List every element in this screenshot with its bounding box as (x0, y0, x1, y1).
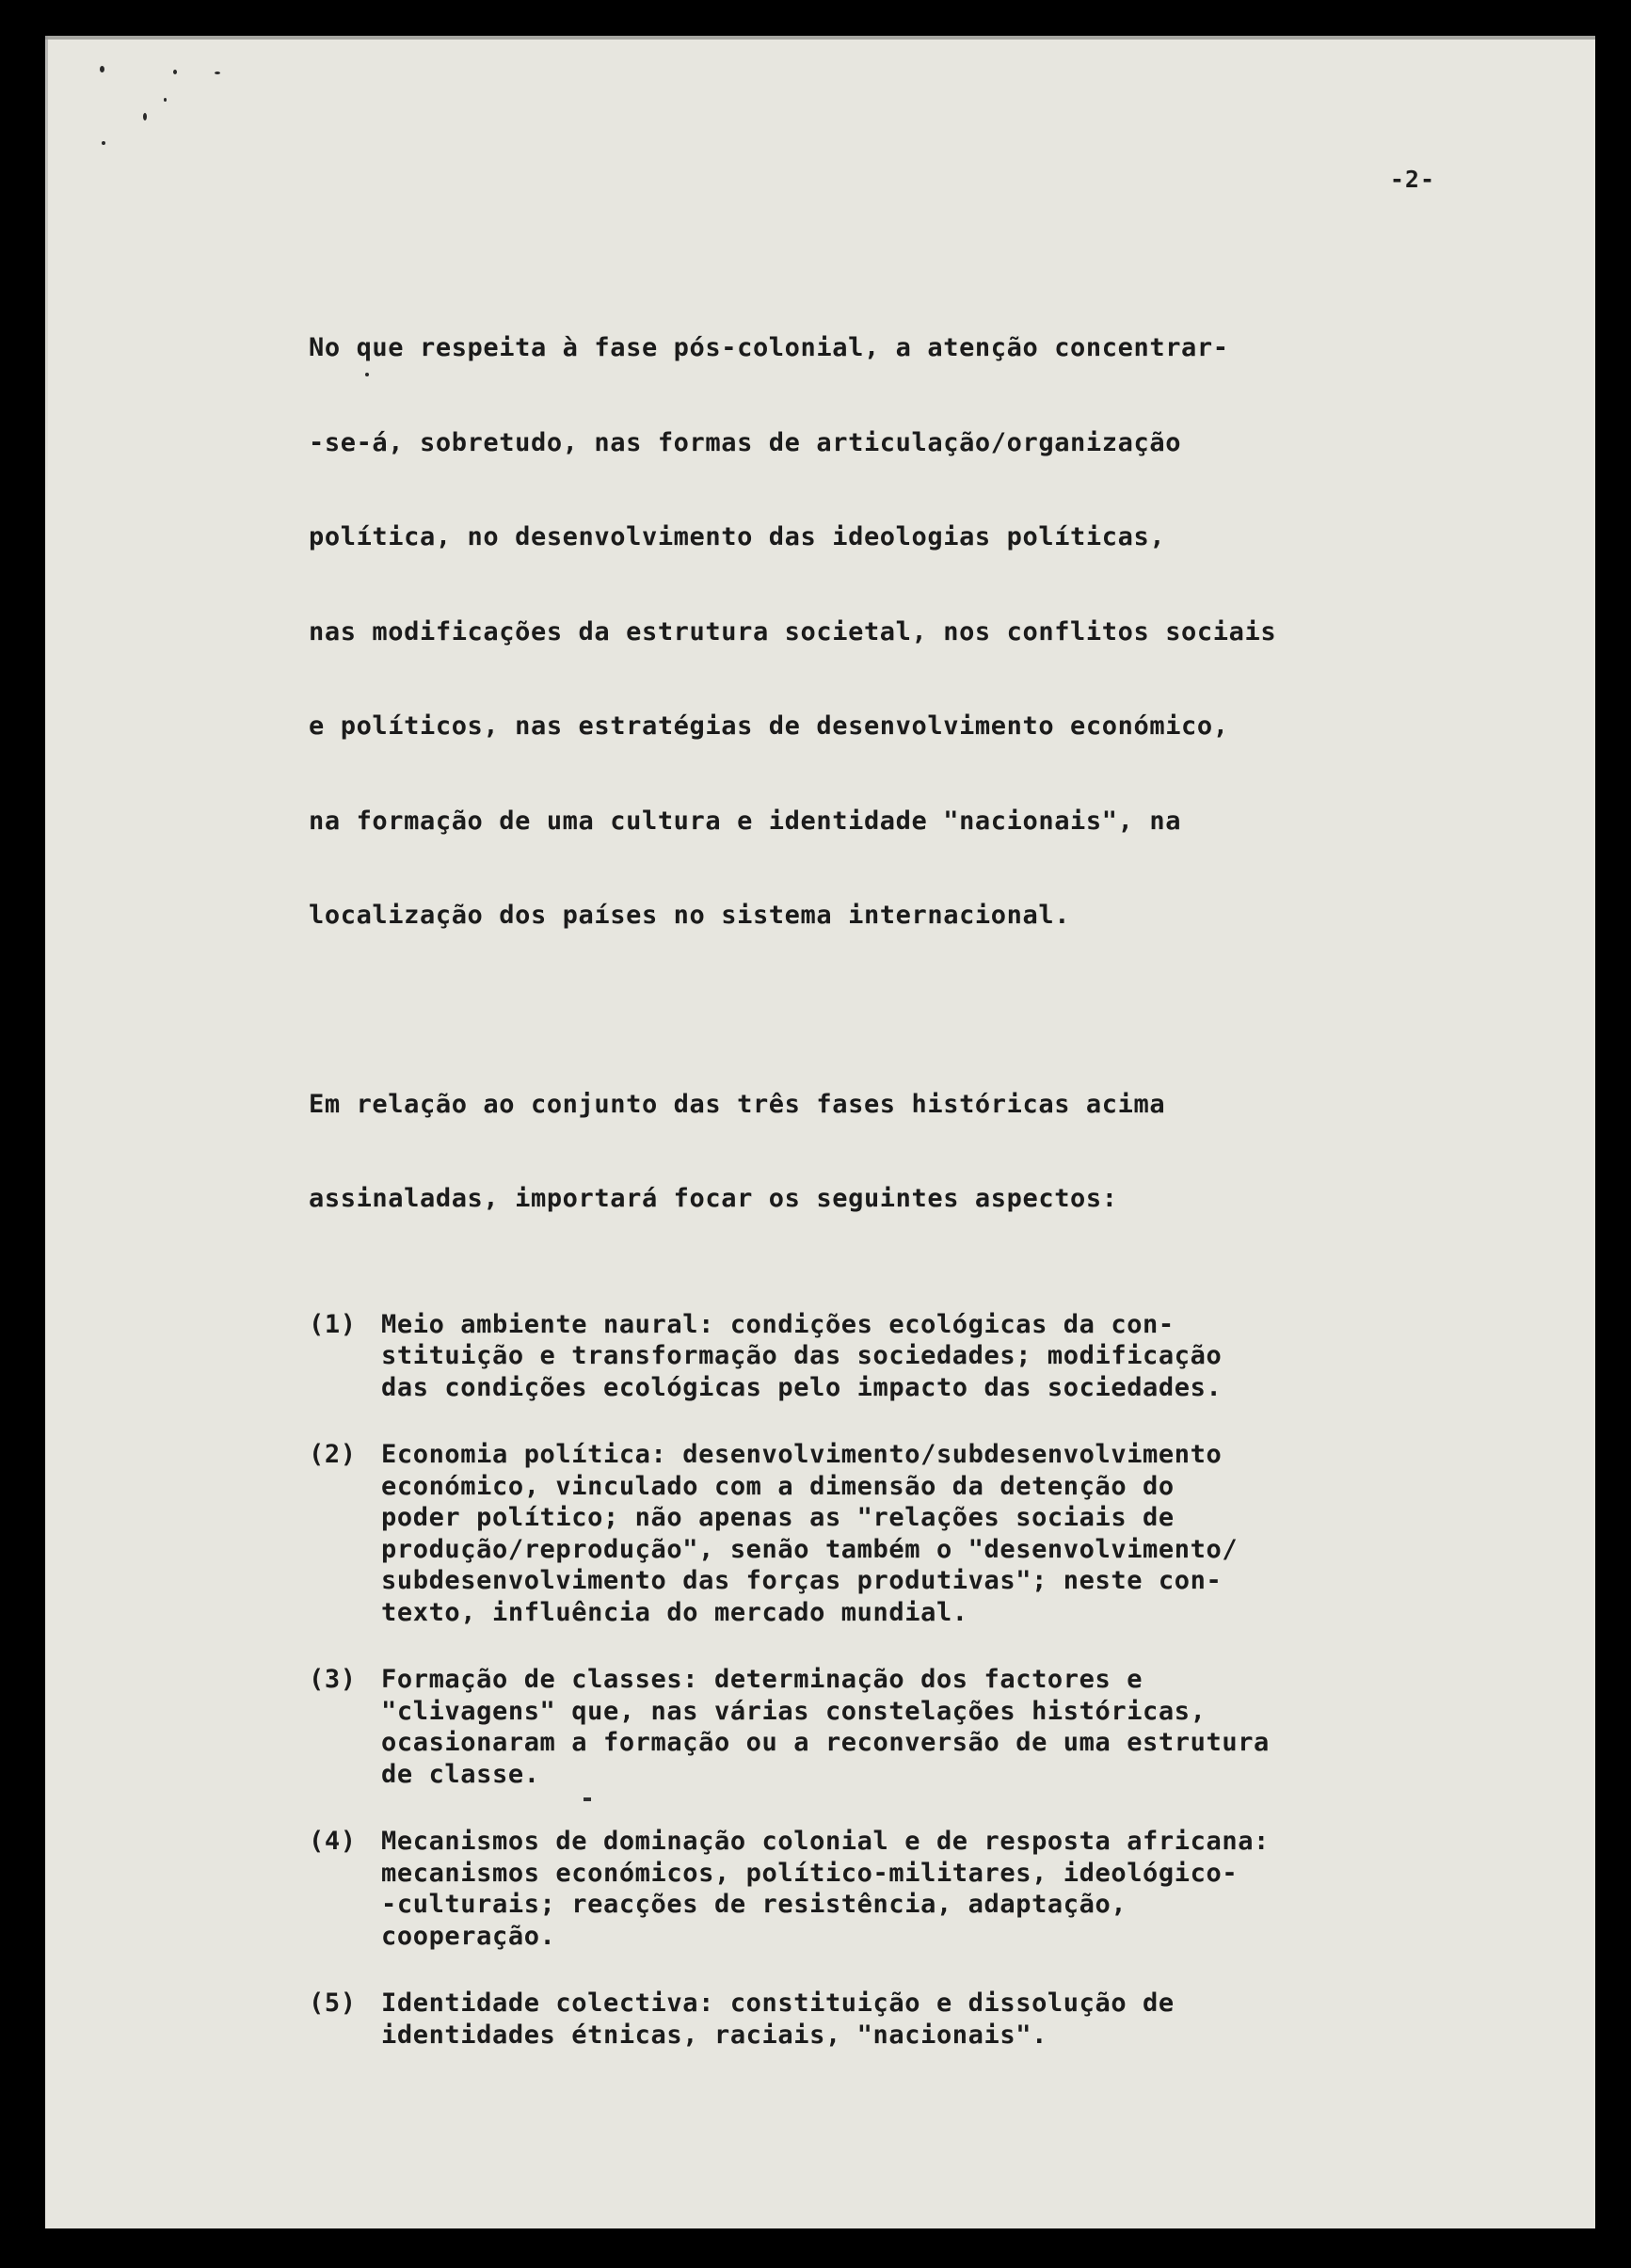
text-line: Identidade colectiva: constituição e dissolução de (381, 1988, 1175, 2018)
ink-speck (164, 98, 167, 102)
text-line: "clivagens" que, nas várias constelações históricas, (381, 1696, 1207, 1726)
text-line: Mecanismos de dominação colonial e de resposta africana: (381, 1827, 1270, 1856)
document-body (309, 269, 1532, 2086)
ink-speck (102, 141, 105, 145)
list-item-text (381, 1439, 1532, 1628)
text-line: subdesenvolvimento das forças produtivas"; neste con- (381, 1566, 1223, 1595)
text-line: -culturais; reacções de resistência, adaptação, (381, 1890, 1127, 1919)
list-item-collective-identity (309, 1988, 1532, 2051)
text-line: das condições ecológicas pelo impacto das sociedades. (381, 1372, 1223, 1402)
list-item-text (381, 1826, 1532, 1952)
paragraph-aspects-intro (309, 1026, 1532, 1278)
text-line: nas modificações da estrutura societal, nos conflitos sociais (309, 616, 1277, 647)
list-item-natural-environment (309, 1309, 1532, 1404)
list-item-class-formation (309, 1664, 1532, 1790)
list-item-text (381, 1309, 1532, 1404)
list-item-number: (4) (309, 1827, 357, 1856)
text-line: Economia política: desenvolvimento/subdesenvolvimento (381, 1440, 1223, 1469)
page-number: -2- (1389, 166, 1435, 193)
page-left-edge (45, 36, 48, 525)
text-line: texto, influência do mercado mundial. (381, 1597, 968, 1627)
text-line: mecanismos económicos, político-militares, ideológico- (381, 1858, 1239, 1888)
text-line: política, no desenvolvimento das ideologias políticas, (309, 522, 1166, 551)
text-line: Meio ambiente naural: condições ecológicas da con- (381, 1309, 1175, 1339)
list-item-number: (5) (309, 1988, 357, 2018)
text-line: No que respeita à fase pós-colonial, a atenção concentrar- (309, 333, 1229, 362)
text-line: na formação de uma cultura e identidade "nacionais", na (309, 806, 1182, 836)
text-line: ocasionaram a formação ou a reconversão de uma estrutura (381, 1728, 1270, 1757)
text-line: Formação de classes: determinação dos factores e (381, 1665, 1143, 1694)
text-line: produção/reprodução", senão também o "desenvolvimento/ (381, 1534, 1239, 1564)
ink-speck (100, 66, 104, 72)
text-line: Em relação ao conjunto das três fases históricas acima (309, 1089, 1166, 1119)
ink-speck (584, 1797, 591, 1801)
ink-speck (173, 70, 177, 74)
list-item-number: (3) (309, 1665, 357, 1694)
ink-speck (143, 113, 147, 120)
list-item-number: (1) (309, 1309, 357, 1339)
text-line: poder político; não apenas as "relações sociais de (381, 1503, 1175, 1532)
text-line: assinaladas, importará focar os seguintes aspectos: (309, 1184, 1118, 1213)
ink-speck (215, 72, 220, 74)
text-line: identidades étnicas, raciais, "nacionais". (381, 2020, 1047, 2050)
list-item-text (381, 1664, 1532, 1790)
text-line: localização dos países no sistema internacional. (309, 901, 1071, 930)
list-item-political-economy (309, 1439, 1532, 1628)
text-line: económico, vinculado com a dimensão da detenção do (381, 1471, 1175, 1501)
text-line: -se-á, sobretudo, nas formas de articulação/organização (309, 427, 1182, 457)
text-line: de classe. (381, 1759, 540, 1789)
text-line: e políticos, nas estratégias de desenvolvimento económico, (309, 711, 1229, 741)
page-top-edge (45, 36, 1595, 40)
text-line: cooperação. (381, 1921, 556, 1951)
list-item-text (381, 1988, 1532, 2051)
text-line: stituição e transformação das sociedades; modificação (381, 1341, 1223, 1370)
list-item-number: (2) (309, 1440, 357, 1469)
paragraph-post-colonial (309, 269, 1532, 995)
list-item-colonial-domination (309, 1826, 1532, 1952)
